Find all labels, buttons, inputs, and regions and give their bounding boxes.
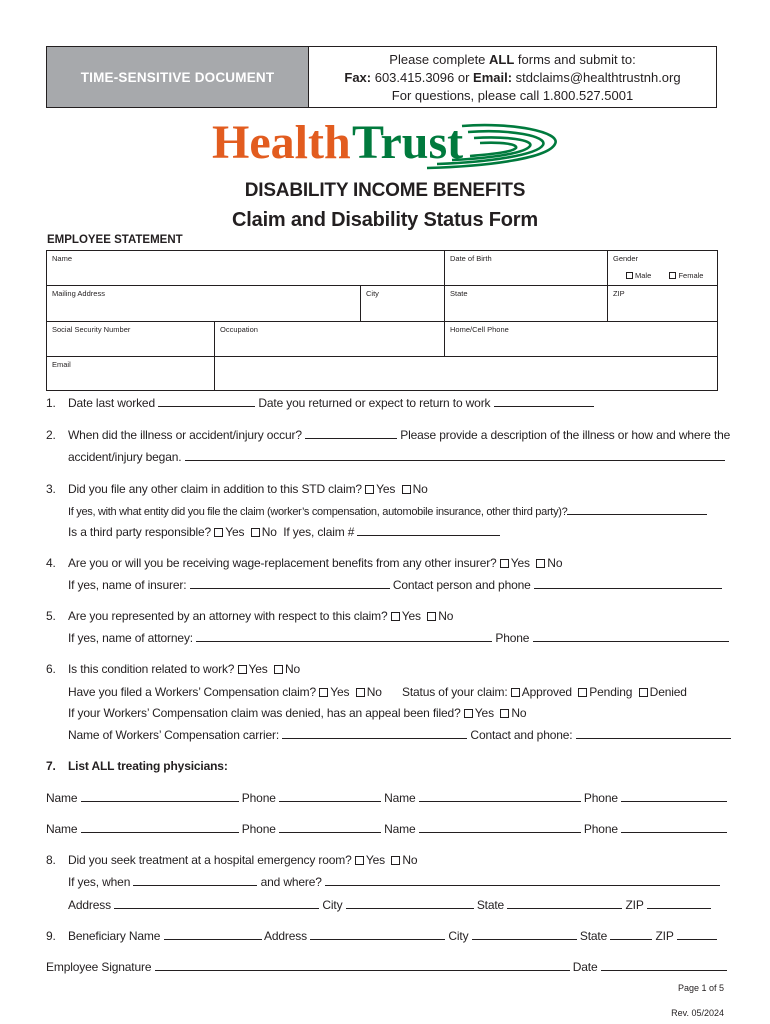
name-label: Name xyxy=(46,822,78,836)
question-3 xyxy=(46,482,428,496)
address-label: Address xyxy=(264,929,308,943)
q1-text-b: Date you returned or expect to return to work xyxy=(258,396,491,410)
q6-text-e: Name of Workers’ Compensation carrier: xyxy=(68,728,280,742)
yes-label: Yes xyxy=(330,685,350,699)
q6-no-checkbox[interactable] xyxy=(274,665,283,674)
q2-text-b: Please provide a description of the illness or how and where the xyxy=(400,428,731,442)
denied-checkbox[interactable] xyxy=(639,688,648,697)
q8-text: Did you seek treatment at a hospital emergency room? xyxy=(68,853,352,867)
q6-text-f: Contact and phone: xyxy=(470,728,573,742)
physician-phone-field[interactable] xyxy=(621,791,727,802)
revision: Rev. 05/2024 xyxy=(671,1008,724,1018)
signature-date-field[interactable] xyxy=(601,960,727,971)
question-7 xyxy=(46,759,228,773)
insurer-field[interactable] xyxy=(190,578,390,589)
state-label: State xyxy=(579,929,608,943)
zip-label: ZIP xyxy=(613,289,625,298)
beneficiary-name-field[interactable] xyxy=(164,929,262,940)
phone-label: Phone xyxy=(241,791,276,805)
er-address-field[interactable] xyxy=(114,898,319,909)
zip-label: ZIP xyxy=(625,898,644,912)
signature-row xyxy=(46,960,727,974)
question-8 xyxy=(46,853,417,867)
yes-label: Yes xyxy=(365,853,386,867)
city-cell[interactable] xyxy=(360,285,445,322)
ssn-cell[interactable] xyxy=(46,321,215,357)
no-label: No xyxy=(438,609,454,623)
dob-cell[interactable] xyxy=(444,250,608,286)
question-4b xyxy=(68,578,722,592)
gender-cell xyxy=(607,250,718,286)
wc-yes-checkbox[interactable] xyxy=(319,688,328,697)
last-worked-field[interactable] xyxy=(158,396,255,407)
state-label: State xyxy=(450,289,468,298)
third-party-yes-checkbox[interactable] xyxy=(214,528,223,537)
q-number: 8. xyxy=(46,853,56,867)
q3-text: Did you file any other claim in addition to this STD claim? xyxy=(68,482,362,496)
occur-date-field[interactable] xyxy=(305,428,397,439)
no-label: No xyxy=(402,853,418,867)
q6-text-d: If your Workers’ Compensation claim was denied, has an appeal been filed? xyxy=(68,706,461,720)
q3-no-checkbox[interactable] xyxy=(402,485,411,494)
instr-bold: ALL xyxy=(489,52,515,67)
email-field[interactable] xyxy=(214,356,718,391)
healthtrust-logo xyxy=(212,114,562,172)
description-field[interactable] xyxy=(185,450,725,461)
q4-no-checkbox[interactable] xyxy=(536,559,545,568)
questions-phone: For questions, please call 1.800.527.5001 xyxy=(391,88,634,103)
q6-text: Is this condition related to work? xyxy=(68,662,235,676)
occupation-cell[interactable] xyxy=(214,321,445,357)
mailing-label: Mailing Address xyxy=(52,289,105,298)
female-label: Female xyxy=(678,271,704,280)
state-cell[interactable] xyxy=(444,285,608,322)
fax-number: 603.415.3096 or xyxy=(371,70,474,85)
q-number: 1. xyxy=(46,396,56,410)
physician-name-field[interactable] xyxy=(81,822,239,833)
question-2-cont xyxy=(68,450,725,464)
question-2 xyxy=(46,428,730,442)
yes-label: Yes xyxy=(474,706,494,720)
phone-label: Phone xyxy=(495,631,530,645)
approved-checkbox[interactable] xyxy=(511,688,520,697)
mailing-cell[interactable] xyxy=(46,285,361,322)
question-3b xyxy=(68,504,707,518)
instr-text: forms and submit to: xyxy=(514,52,636,67)
no-label: No xyxy=(285,662,301,676)
attorney-field[interactable] xyxy=(196,631,492,642)
city-label: City xyxy=(448,929,469,943)
submit-instructions xyxy=(309,47,716,107)
q3-yes-checkbox[interactable] xyxy=(365,485,374,494)
name-label: Name xyxy=(384,822,416,836)
occupation-label: Occupation xyxy=(220,325,258,334)
no-label: No xyxy=(547,556,563,570)
male-checkbox[interactable] xyxy=(626,272,633,279)
question-6 xyxy=(46,662,300,676)
entity-field[interactable] xyxy=(567,504,707,515)
claim-status xyxy=(402,685,687,699)
zip-cell[interactable] xyxy=(607,285,718,322)
female-checkbox[interactable] xyxy=(669,272,676,279)
dob-label: Date of Birth xyxy=(450,254,492,263)
question-5 xyxy=(46,609,453,623)
time-sensitive-badge xyxy=(47,47,309,107)
carrier-contact-field[interactable] xyxy=(576,728,731,739)
denied-label: Denied xyxy=(649,685,687,699)
page-number: Page 1 of 5 xyxy=(677,983,724,993)
return-date-field[interactable] xyxy=(494,396,594,407)
yes-label: Yes xyxy=(248,662,268,676)
form-title: DISABILITY INCOME BENEFITS xyxy=(244,180,526,201)
no-label: No xyxy=(511,706,527,720)
date-label: Date xyxy=(572,960,598,974)
q9-text: Beneficiary Name xyxy=(68,929,161,943)
q5-no-checkbox[interactable] xyxy=(427,612,436,621)
question-6d xyxy=(68,706,526,720)
q4-text: Are you or will you be receiving wage-replacement benefits from any other insurer? xyxy=(68,556,497,570)
question-1 xyxy=(46,396,594,410)
q8-text-c: and where? xyxy=(260,875,322,889)
state-label: State xyxy=(476,898,505,912)
q3-text-c: Is a third party responsible? xyxy=(68,525,212,539)
q7-text: List ALL treating physicians: xyxy=(68,759,228,773)
er-when-field[interactable] xyxy=(133,875,257,886)
q6-text-b: Have you filed a Workers’ Compensation claim? xyxy=(68,685,317,699)
question-5b xyxy=(68,631,729,645)
header-box xyxy=(46,46,717,108)
email-address: stdclaims@healthtrustnh.org xyxy=(512,70,681,85)
claim-number-label: If yes, claim # xyxy=(283,525,355,539)
q-number: 2. xyxy=(46,428,56,442)
q3-text-b: If yes, with what entity did you file the claim (worker’s compensation, automobile insurance, other third party)? xyxy=(68,506,568,518)
logo-trust: Trust xyxy=(352,116,464,169)
attorney-phone-field[interactable] xyxy=(533,631,729,642)
question-8-address xyxy=(68,898,711,912)
er-where-field[interactable] xyxy=(325,875,720,886)
beneficiary-city-field[interactable] xyxy=(472,929,577,940)
physician-name-field[interactable] xyxy=(419,791,581,802)
beneficiary-state-field[interactable] xyxy=(610,929,652,940)
phone-label: Home/Cell Phone xyxy=(450,325,509,334)
yes-label: Yes xyxy=(401,609,421,623)
yes-label: Yes xyxy=(376,482,396,496)
name-label: Name xyxy=(52,254,73,263)
male-label: Male xyxy=(635,271,652,280)
q5-text-b: If yes, name of attorney: xyxy=(68,631,193,645)
city-label: City xyxy=(322,898,343,912)
no-label: No xyxy=(366,685,382,699)
claim-number-field[interactable] xyxy=(357,525,500,536)
wc-no-checkbox[interactable] xyxy=(356,688,365,697)
q4-text-c: Contact person and phone xyxy=(392,578,531,592)
q-number: 5. xyxy=(46,609,56,623)
q5-text: Are you represented by an attorney with respect to this claim? xyxy=(68,609,388,623)
form-subtitle: Claim and Disability Status Form xyxy=(232,209,538,231)
signature-field[interactable] xyxy=(155,960,570,971)
email-field-label: Email xyxy=(52,360,71,369)
er-zip-field[interactable] xyxy=(647,898,711,909)
question-9 xyxy=(46,929,717,943)
email-label: Email: xyxy=(473,70,513,85)
fax-label: Fax: xyxy=(344,70,372,85)
q8-yes-checkbox[interactable] xyxy=(355,856,364,865)
question-8b xyxy=(68,875,720,889)
third-party-no-checkbox[interactable] xyxy=(251,528,260,537)
name-label: Name xyxy=(384,791,416,805)
q1-text: Date last worked xyxy=(68,396,155,410)
er-state-field[interactable] xyxy=(507,898,622,909)
appeal-no-checkbox[interactable] xyxy=(500,709,509,718)
q8-text-b: If yes, when xyxy=(68,875,131,889)
physician-phone-field[interactable] xyxy=(621,822,727,833)
pending-checkbox[interactable] xyxy=(578,688,587,697)
instr-text: Please complete xyxy=(389,52,490,67)
q-number: 6. xyxy=(46,662,56,676)
beneficiary-address-field[interactable] xyxy=(310,929,445,940)
phone-label: Phone xyxy=(241,822,276,836)
phone-label: Phone xyxy=(583,822,618,836)
gender-label: Gender xyxy=(613,254,639,263)
question-3c xyxy=(68,525,500,539)
q4-yes-checkbox[interactable] xyxy=(500,559,509,568)
er-city-field[interactable] xyxy=(346,898,474,909)
yes-label: Yes xyxy=(510,556,530,570)
signature-label: Employee Signature xyxy=(46,960,152,974)
phone-cell[interactable] xyxy=(444,321,718,357)
q8-no-checkbox[interactable] xyxy=(391,856,400,865)
section-heading: EMPLOYEE STATEMENT xyxy=(47,234,183,246)
ssn-label: Social Security Number xyxy=(52,325,131,334)
question-6b xyxy=(68,685,382,699)
city-label: City xyxy=(366,289,379,298)
physician-phone-field[interactable] xyxy=(279,791,381,802)
q2-text: When did the illness or accident/injury occur? xyxy=(68,428,302,442)
carrier-field[interactable] xyxy=(282,728,467,739)
physician-row-2 xyxy=(46,822,727,836)
question-4 xyxy=(46,556,562,570)
pending-label: Pending xyxy=(589,685,633,699)
zip-label: ZIP xyxy=(655,929,674,943)
physician-row-1 xyxy=(46,791,727,805)
q-number: 9. xyxy=(46,929,56,943)
physician-name-field[interactable] xyxy=(81,791,239,802)
q-number: 7. xyxy=(46,759,56,773)
name-cell[interactable] xyxy=(46,250,445,286)
q-number: 4. xyxy=(46,556,56,570)
q-number: 3. xyxy=(46,482,56,496)
status-label: Status of your claim: xyxy=(402,685,508,699)
q4-text-b: If yes, name of insurer: xyxy=(68,578,187,592)
name-label: Name xyxy=(46,791,78,805)
physician-phone-field[interactable] xyxy=(279,822,381,833)
email-label-cell xyxy=(46,356,215,391)
no-label: No xyxy=(261,525,277,539)
yes-label: Yes xyxy=(225,525,245,539)
address-label: Address xyxy=(68,898,111,912)
q5-yes-checkbox[interactable] xyxy=(391,612,400,621)
no-label: No xyxy=(412,482,428,496)
approved-label: Approved xyxy=(521,685,572,699)
beneficiary-zip-field[interactable] xyxy=(677,929,717,940)
physician-name-field[interactable] xyxy=(419,822,581,833)
question-6e xyxy=(68,728,731,742)
logo-health: Health xyxy=(212,116,351,169)
q2-text-c: accident/injury began. xyxy=(68,450,182,464)
q6-yes-checkbox[interactable] xyxy=(238,665,247,674)
contact-field[interactable] xyxy=(534,578,722,589)
phone-label: Phone xyxy=(583,791,618,805)
badge-text: TIME-SENSITIVE DOCUMENT xyxy=(80,69,275,85)
appeal-yes-checkbox[interactable] xyxy=(464,709,473,718)
